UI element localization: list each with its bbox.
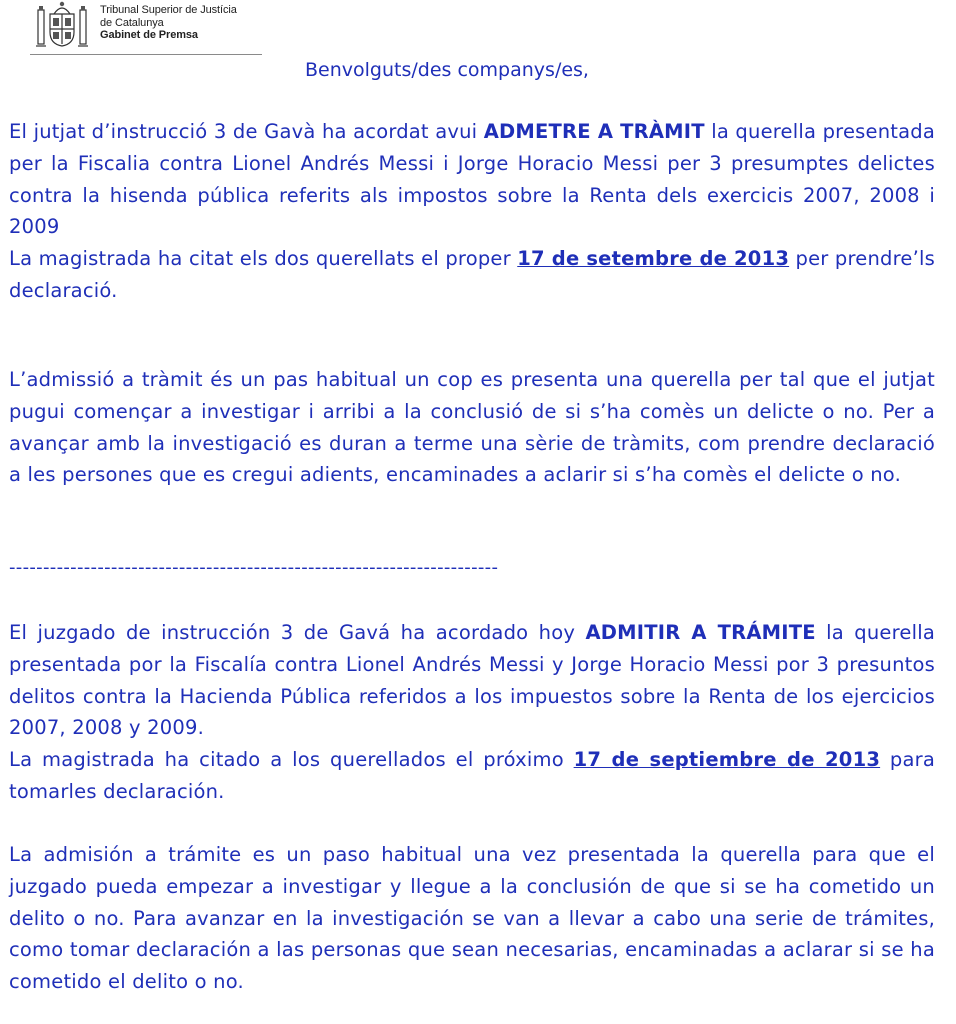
text-segment: la querella presentada por la Fiscalía contra Lionel Andrés Messi y Jorge Horacio Messi por 3 presuntos delitos contra la Hacienda Pública referidos a los impuestos sobre la Renta de los ejercicios 2007, 2008 y 2009.: [9, 621, 935, 740]
spanish-paragraph-2: [9, 744, 935, 808]
org-line-3: Gabinet de Premsa: [100, 29, 198, 41]
letterhead: [28, 0, 262, 58]
text-segment: per prendre’ls declaració.: [9, 247, 935, 302]
coat-of-arms-icon: [32, 0, 92, 52]
bold-admission-phrase: ADMITIR A TRÁMITE: [585, 621, 816, 644]
hearing-date-link[interactable]: 17 de septiembre de 2013: [573, 748, 881, 771]
separator-line: ------------------------------------------------------------------------: [9, 557, 499, 578]
catalan-paragraph-3: L’admissió a tràmit és un pas habitual un cop es presenta una querella per tal que el jutjat pugui començar a investigar i arribi a la conclusió de si s’ha comès un delicte o no. Per a avançar amb la investigació es duran a terme una sèrie de tràmits, com prendre declaració a les persones que es cregui adients, encaminades a aclarir si s’ha comès el delicte o no.: [9, 368, 935, 487]
bold-admission-phrase: ADMETRE A TRÀMIT: [483, 120, 705, 143]
catalan-paragraph-2: [9, 243, 935, 307]
text-segment: El juzgado de instrucción 3 de Gavá ha acordado hoy: [9, 621, 586, 644]
text-segment: La magistrada ha citat els dos querellats el proper: [9, 247, 518, 270]
hearing-date-link[interactable]: 17 de setembre de 2013: [517, 247, 790, 270]
header-rule: [30, 54, 262, 55]
catalan-paragraph-1: [9, 116, 935, 243]
text-segment: El jutjat d’instrucció 3 de Gavà ha acordat avui: [9, 120, 484, 143]
spanish-paragraph-1: [9, 617, 935, 744]
organization-name: [100, 4, 237, 42]
spanish-paragraph-3: La admisión a trámite es un paso habitual una vez presentada la querella para que el juzgado pueda empezar a investigar y llegue a la conclusión de que si se ha cometido un delito o no. Para avanzar en la investigación se van a llevar a cabo una serie de trámites, como tomar declaración a las personas que sean necesarias, encaminadas a aclarar si se ha cometido el delito o no.: [9, 843, 935, 994]
greeting: Benvolguts/des companys/es,: [305, 59, 589, 81]
text-segment: La magistrada ha citado a los querellados el próximo: [9, 748, 574, 771]
org-line-1: Tribunal Superior de Justícia: [100, 4, 237, 16]
text-segment: para tomarles declaración.: [9, 748, 936, 803]
text-segment: la querella presentada per la Fiscalia contra Lionel Andrés Messi i Jorge Horacio Messi per 3 presumptes delictes contra la hisenda pública referits als impostos sobre la Renta dels exercicis 2007, 2008 i 2009: [9, 120, 935, 239]
org-line-2: de Catalunya: [100, 16, 164, 29]
